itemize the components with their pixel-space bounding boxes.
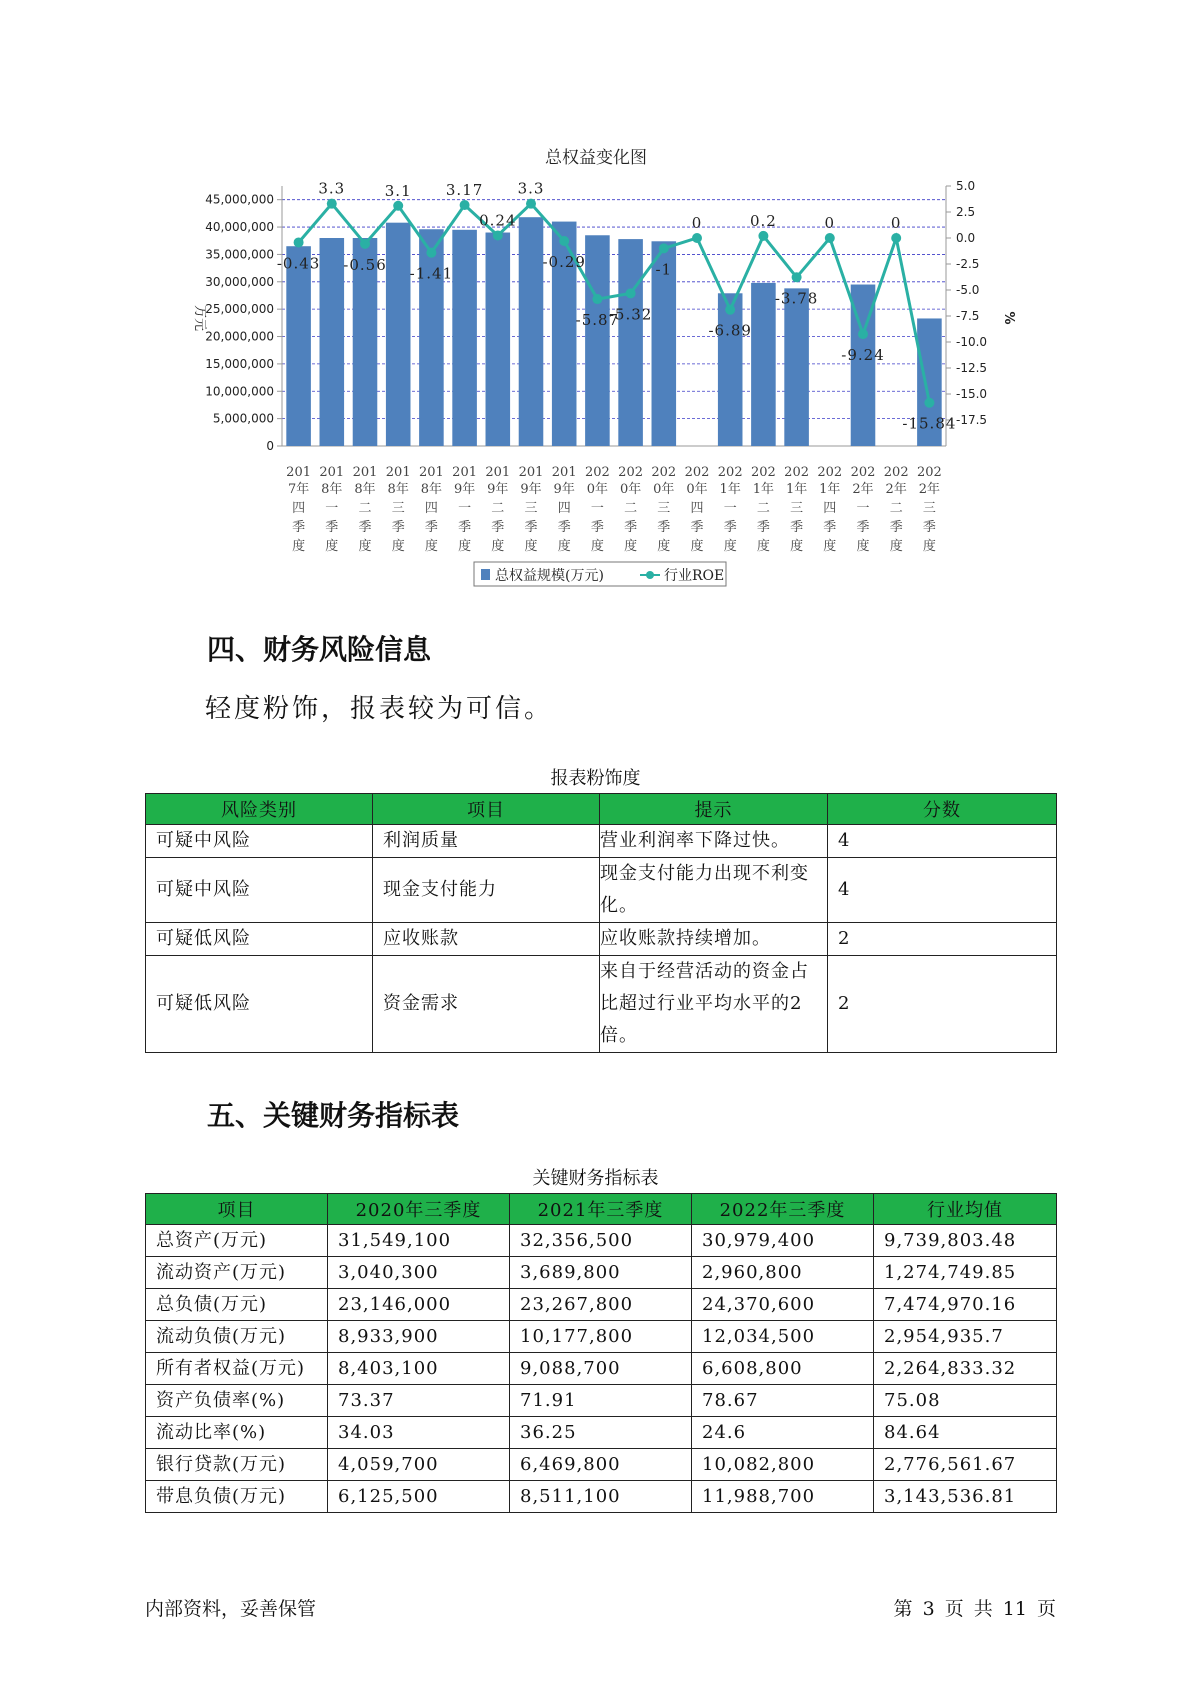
roe-data-label: -0.43 xyxy=(276,254,321,273)
kpi-value: 10,177,800 xyxy=(510,1321,692,1353)
kpi-value: 71.91 xyxy=(510,1385,692,1417)
risk-item: 利润质量 xyxy=(373,825,600,858)
kpi-label: 总资产(万元) xyxy=(146,1225,328,1257)
table-row xyxy=(146,923,1057,956)
chart-title: 总权益变化图 xyxy=(545,148,647,168)
kpi-header-industry-avg: 行业均值 xyxy=(874,1194,1057,1225)
y2-tick-label: -7.5 xyxy=(956,309,980,323)
kpi-value: 32,356,500 xyxy=(510,1225,692,1257)
x-tick-label: 202 1年四季度 xyxy=(817,465,843,554)
roe-point xyxy=(659,243,669,253)
risk-item: 资金需求 xyxy=(373,956,600,1053)
y2-tick-label: -10.0 xyxy=(956,335,988,349)
roe-point xyxy=(924,398,934,408)
roe-point xyxy=(393,201,403,211)
kpi-header-2021q3: 2021年三季度 xyxy=(510,1194,692,1225)
kpi-label: 流动比率(%) xyxy=(146,1417,328,1449)
kpi-value: 6,125,500 xyxy=(328,1481,510,1513)
roe-point xyxy=(426,248,436,258)
roe-data-label: -1 xyxy=(655,260,673,279)
roe-data-label: -0.29 xyxy=(542,253,586,272)
kpi-value: 6,608,800 xyxy=(692,1353,874,1385)
kpi-value: 2,776,561.67 xyxy=(874,1449,1057,1481)
roe-data-label: 0.2 xyxy=(749,211,777,230)
kpi-value: 78.67 xyxy=(692,1385,874,1417)
table-row xyxy=(146,1417,1057,1449)
risk-score: 2 xyxy=(828,923,1057,956)
kpi-value: 3,689,800 xyxy=(510,1257,692,1289)
kpi-value: 1,274,749.85 xyxy=(874,1257,1057,1289)
kpi-label: 银行贷款(万元) xyxy=(146,1449,328,1481)
kpi-value: 2,960,800 xyxy=(692,1257,874,1289)
kpi-value: 3,040,300 xyxy=(328,1257,510,1289)
kpi-header-2020q3: 2020年三季度 xyxy=(328,1194,510,1225)
legend-line-label: 行业ROE xyxy=(664,568,725,584)
y2-tick-label: 2.5 xyxy=(956,205,976,219)
risk-header-score: 分数 xyxy=(828,794,1057,825)
x-tick-label: 201 9年三季度 xyxy=(518,465,544,554)
roe-point xyxy=(360,239,370,249)
roe-data-label: 3.3 xyxy=(318,179,346,198)
kpi-value: 31,549,100 xyxy=(328,1225,510,1257)
kpi-label: 所有者权益(万元) xyxy=(146,1353,328,1385)
kpi-value: 23,267,800 xyxy=(510,1289,692,1321)
kpi-label: 带息负债(万元) xyxy=(146,1481,328,1513)
bar xyxy=(419,229,444,446)
roe-point xyxy=(792,272,802,282)
table-row xyxy=(146,1257,1057,1289)
bar xyxy=(751,283,776,446)
x-tick-label: 202 0年一季度 xyxy=(584,465,610,554)
table-row xyxy=(146,956,1057,1053)
x-tick-label: 202 1年三季度 xyxy=(784,465,810,554)
roe-point xyxy=(559,236,569,246)
bar xyxy=(286,246,311,446)
kpi-value: 2,264,833.32 xyxy=(874,1353,1057,1385)
kpi-value: 24.6 xyxy=(692,1417,874,1449)
x-tick-label: 202 1年一季度 xyxy=(717,465,743,554)
y2-tick-label: -12.5 xyxy=(956,361,988,375)
x-tick-label: 201 9年二季度 xyxy=(485,465,511,554)
kpi-value: 2,954,935.7 xyxy=(874,1321,1057,1353)
risk-item: 现金支付能力 xyxy=(373,858,600,923)
footer-confidential: 内部资料，妥善保管 xyxy=(145,1598,317,1620)
kpi-value: 10,082,800 xyxy=(692,1449,874,1481)
table-row xyxy=(146,1289,1057,1321)
y-tick-label: 40,000,000 xyxy=(205,220,274,235)
kpi-value: 8,511,100 xyxy=(510,1481,692,1513)
risk-score: 2 xyxy=(828,956,1057,1053)
roe-data-label: 0.24 xyxy=(479,211,517,230)
kpi-label: 资产负债率(%) xyxy=(146,1385,328,1417)
y-tick-label: 45,000,000 xyxy=(205,192,274,207)
roe-point xyxy=(858,329,868,339)
x-tick-label: 201 8年二季度 xyxy=(352,465,378,554)
section4-title: 四、财务风险信息 xyxy=(207,633,432,666)
roe-point xyxy=(493,231,503,241)
risk-table xyxy=(145,793,1057,1053)
x-tick-label: 202 2年三季度 xyxy=(916,465,942,554)
risk-category: 可疑中风险 xyxy=(146,858,373,923)
x-tick-label: 202 0年二季度 xyxy=(618,465,644,554)
kpi-value: 23,146,000 xyxy=(328,1289,510,1321)
x-tick-label: 201 9年四季度 xyxy=(551,465,577,554)
roe-data-label: 0 xyxy=(890,214,902,232)
roe-data-label: -9.24 xyxy=(841,346,885,365)
risk-header-category: 风险类别 xyxy=(146,794,373,825)
kpi-table-caption: 关键财务指标表 xyxy=(532,1168,659,1189)
x-tick-label: 202 2年二季度 xyxy=(883,465,909,554)
roe-data-label: -0.56 xyxy=(343,255,387,274)
kpi-value: 30,979,400 xyxy=(692,1225,874,1257)
table-row xyxy=(146,1353,1057,1385)
x-tick-label: 202 0年三季度 xyxy=(651,465,677,554)
roe-point xyxy=(692,233,702,243)
risk-header-hint: 提示 xyxy=(600,794,828,825)
y-tick-label: 30,000,000 xyxy=(205,274,274,289)
table-row xyxy=(146,1321,1057,1353)
kpi-value: 8,933,900 xyxy=(328,1321,510,1353)
table-row xyxy=(146,858,1057,923)
table-row xyxy=(146,1225,1057,1257)
risk-hint: 应收账款持续增加。 xyxy=(600,923,828,956)
kpi-value: 9,088,700 xyxy=(510,1353,692,1385)
kpi-value: 36.25 xyxy=(510,1417,692,1449)
table-row xyxy=(146,1449,1057,1481)
bar xyxy=(486,233,511,446)
y2-tick-label: -17.5 xyxy=(956,413,988,427)
roe-data-label: 3.17 xyxy=(445,181,484,200)
x-tick-label: 202 1年二季度 xyxy=(750,465,776,554)
kpi-value: 24,370,600 xyxy=(692,1289,874,1321)
bar xyxy=(585,235,610,446)
roe-data-label: -5.87 xyxy=(575,311,620,330)
table-row xyxy=(146,1481,1057,1513)
y2-tick-label: 5.0 xyxy=(956,179,976,193)
x-tick-label: 201 8年四季度 xyxy=(418,465,444,554)
roe-point xyxy=(327,199,337,209)
bar xyxy=(386,223,411,446)
kpi-table xyxy=(145,1193,1057,1513)
roe-point xyxy=(626,288,636,298)
roe-point xyxy=(725,305,735,315)
bar xyxy=(784,288,809,446)
y2-tick-label: -5.0 xyxy=(956,283,980,297)
roe-data-label: -5.32 xyxy=(608,305,653,324)
y-tick-label: 15,000,000 xyxy=(205,356,274,371)
y-tick-label: 25,000,000 xyxy=(205,302,274,317)
risk-category: 可疑低风险 xyxy=(146,956,373,1053)
footer-page-number: 第 3 页 共 11 页 xyxy=(893,1598,1056,1620)
roe-point xyxy=(758,231,768,241)
risk-header-item: 项目 xyxy=(373,794,600,825)
kpi-value: 73.37 xyxy=(328,1385,510,1417)
risk-table-caption: 报表粉饰度 xyxy=(550,768,641,789)
kpi-header-item: 项目 xyxy=(146,1194,328,1225)
roe-data-label: -3.78 xyxy=(774,289,819,308)
roe-data-label: 3.3 xyxy=(517,179,545,198)
risk-score: 4 xyxy=(828,858,1057,923)
bar xyxy=(718,293,743,446)
bar xyxy=(452,230,477,446)
kpi-value: 6,469,800 xyxy=(510,1449,692,1481)
risk-category: 可疑中风险 xyxy=(146,825,373,858)
x-tick-label: 201 8年一季度 xyxy=(319,465,345,554)
bar xyxy=(618,239,643,446)
roe-point xyxy=(592,294,602,304)
kpi-value: 3,143,536.81 xyxy=(874,1481,1057,1513)
roe-data-label: -15.84 xyxy=(902,414,957,433)
kpi-value: 34.03 xyxy=(328,1417,510,1449)
y-tick-label: 10,000,000 xyxy=(205,384,274,399)
roe-point xyxy=(460,200,470,210)
roe-data-label: -6.89 xyxy=(708,321,752,340)
kpi-value: 7,474,970.16 xyxy=(874,1289,1057,1321)
y2-tick-label: -15.0 xyxy=(956,387,988,401)
roe-point xyxy=(825,233,835,243)
table-row xyxy=(146,825,1057,858)
roe-data-label: 3.1 xyxy=(384,181,412,200)
x-tick-label: 201 7年四季度 xyxy=(286,465,312,554)
risk-hint: 营业利润率下降过快。 xyxy=(600,825,828,858)
kpi-label: 流动负债(万元) xyxy=(146,1321,328,1353)
y2-tick-label: 0.0 xyxy=(956,231,976,245)
kpi-value: 84.64 xyxy=(874,1417,1057,1449)
roe-data-label: -1.41 xyxy=(409,264,454,283)
risk-score: 4 xyxy=(828,825,1057,858)
y-tick-label: 35,000,000 xyxy=(205,247,274,262)
kpi-value: 75.08 xyxy=(874,1385,1057,1417)
risk-hint: 来自于经营活动的资金占比超过行业平均水平的2倍。 xyxy=(600,956,828,1053)
y-tick-label: 5,000,000 xyxy=(212,411,274,426)
x-tick-label: 201 9年一季度 xyxy=(452,465,478,554)
section5-title: 五、关键财务指标表 xyxy=(207,1099,460,1132)
legend-bar-label: 总权益规模(万元) xyxy=(495,568,604,584)
risk-hint: 现金支付能力出现不利变化。 xyxy=(600,858,828,923)
risk-item: 应收账款 xyxy=(373,923,600,956)
legend-line-marker xyxy=(646,571,654,579)
kpi-value: 8,403,100 xyxy=(328,1353,510,1385)
risk-category: 可疑低风险 xyxy=(146,923,373,956)
roe-point xyxy=(526,199,536,209)
x-tick-label: 201 8年三季度 xyxy=(385,465,411,554)
kpi-value: 9,739,803.48 xyxy=(874,1225,1057,1257)
kpi-value: 11,988,700 xyxy=(692,1481,874,1513)
roe-data-label: 0 xyxy=(824,214,836,232)
kpi-header-2022q3: 2022年三季度 xyxy=(692,1194,874,1225)
x-tick-label: 202 0年四季度 xyxy=(684,465,710,554)
section4-paragraph: 轻度粉饰，报表较为可信。 xyxy=(205,694,554,724)
bar xyxy=(519,217,544,446)
kpi-label: 总负债(万元) xyxy=(146,1289,328,1321)
kpi-label: 流动资产(万元) xyxy=(146,1257,328,1289)
table-row xyxy=(146,1385,1057,1417)
roe-data-label: 0 xyxy=(691,214,703,232)
y2-tick-label: -2.5 xyxy=(956,257,980,271)
roe-point xyxy=(294,237,304,247)
bar xyxy=(320,238,345,446)
x-tick-label: 202 2年一季度 xyxy=(850,465,876,554)
y-axis-label: 万元 xyxy=(192,304,207,332)
legend-bar-swatch xyxy=(481,569,490,580)
roe-point xyxy=(891,233,901,243)
kpi-value: 12,034,500 xyxy=(692,1321,874,1353)
kpi-value: 4,059,700 xyxy=(328,1449,510,1481)
y-tick-label: 0 xyxy=(266,439,274,453)
y2-axis-label: % xyxy=(1001,311,1016,325)
y-tick-label: 20,000,000 xyxy=(205,329,274,344)
equity-chart xyxy=(0,0,1191,600)
